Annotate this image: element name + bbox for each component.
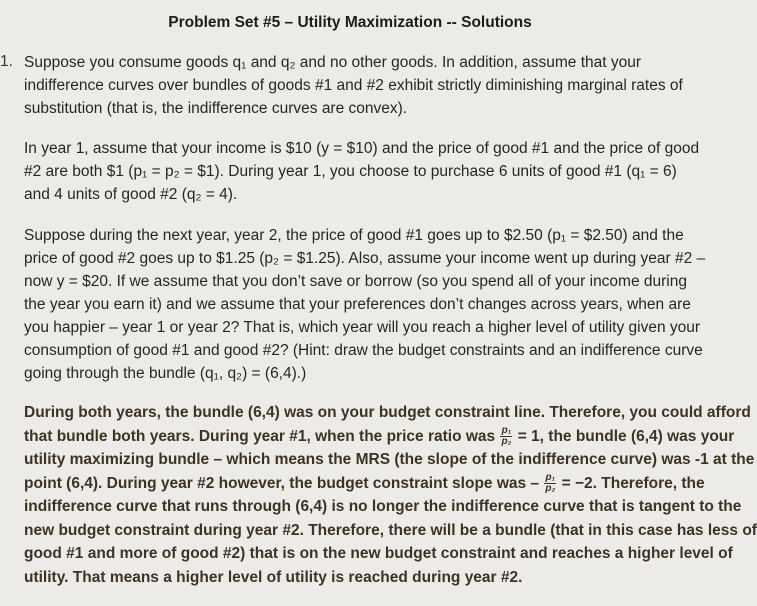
paragraph-line: you happier – year 1 or year 2? That is, which year will you reach a higher level of utility given your: [24, 319, 701, 336]
paragraph-line: price of good #2 goes up to $1.25 (p₂ = $1.25). Also, assume your income went up during year #2 –: [24, 250, 706, 267]
answer-line: [24, 424, 735, 449]
paragraph-line: indifference curves over bundles of goods #1 and #2 exhibit strictly diminishing marginal rates of: [24, 77, 683, 94]
answer-line: [24, 471, 705, 496]
paragraph-year2: [24, 224, 706, 385]
question-number: 1.: [0, 53, 13, 70]
answer-line: utility. That means a higher level of utility is reached during year #2.: [24, 568, 523, 586]
answer-block: [24, 401, 757, 589]
answer-line: During both years, the bundle (6,4) was on your budget constraint line. Therefore, you could afford: [24, 404, 751, 421]
answer-text: = −2. Therefore, the: [561, 474, 705, 492]
answer-text: point (6,4). During year #2 however, the budget constraint slope was –: [24, 474, 540, 492]
paragraph-line: going through the bundle (q₁, q₂) = (6,4).): [24, 365, 307, 382]
paragraph-line: consumption of good #1 and good #2? (Hint: draw the budget constraints and an indifference curve: [24, 342, 703, 359]
answer-line: new budget constraint during year #2. Therefore, there will be a bundle (that in this case has less of: [24, 521, 757, 539]
paragraph-line: now y = $20. If we assume that you don’t save or borrow (so you spend all of your income during: [24, 273, 687, 290]
fraction-denominator: p₂: [501, 435, 512, 447]
paragraph-intro: [24, 51, 692, 120]
answer-line: good #1 and more of good #2) that is on the new budget constraint and reaches a higher level of: [24, 545, 733, 562]
paragraph-line: the year you earn it) and we assume that your preferences don’t changes across years, when are: [24, 296, 691, 313]
paragraph-line: and 4 units of good #2 (q₂ = 4).: [24, 186, 238, 203]
paragraph-line: In year 1, assume that your income is $10 (y = $10) and the price of good #1 and the price of good: [24, 140, 700, 157]
answer-text: that bundle both years. During year #1, when the price ratio was: [24, 427, 496, 445]
fraction-numerator: p₁: [545, 471, 556, 483]
page-title: Problem Set #5 – Utility Maximization -- Solutions: [168, 14, 532, 31]
answer-line: utility maximizing bundle – which means the MRS (the slope of the indifference curve) was -1 at the: [24, 451, 755, 468]
fraction-numerator: p₁: [501, 424, 512, 436]
slope-fraction: [544, 473, 556, 494]
paragraph-line: Suppose you consume goods q₁ and q₂ and no other goods. In addition, assume that your: [24, 54, 642, 71]
paragraph-line: #2 are both $1 (p₁ = p₂ = $1). During year 1, you choose to purchase 6 units of good #1 (q₁ = 6): [24, 163, 677, 180]
paragraph-year1: [24, 137, 700, 206]
paragraph-line: substitution (that is, the indifference curves are convex).: [24, 100, 408, 117]
price-ratio-fraction: [500, 426, 512, 447]
fraction-denominator: p₂: [545, 482, 556, 494]
answer-line: indifference curve that runs through (6,4) is no longer the indifference curve that is tangent to the: [24, 498, 742, 515]
paragraph-line: Suppose during the next year, year 2, the price of good #1 goes up to $2.50 (p₁ = $2.50) and the: [24, 227, 684, 244]
answer-text: = 1, the bundle (6,4) was your: [517, 427, 735, 445]
